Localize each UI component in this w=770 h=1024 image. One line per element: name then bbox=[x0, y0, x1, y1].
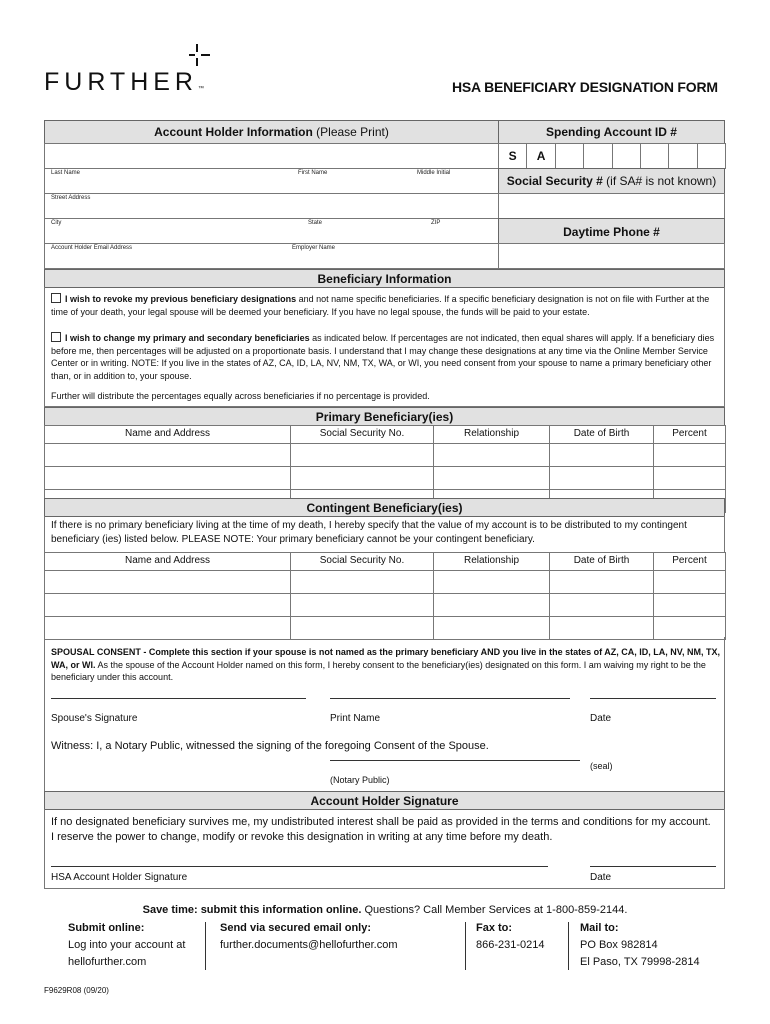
column-header: Percent bbox=[653, 552, 726, 571]
further-logo bbox=[44, 68, 204, 97]
table-cell[interactable] bbox=[653, 593, 726, 617]
hsa-date-label: Date bbox=[590, 872, 612, 883]
footer-divider-2 bbox=[465, 922, 466, 970]
table-cell[interactable] bbox=[549, 443, 654, 467]
save-time-banner bbox=[0, 904, 770, 916]
change-option bbox=[51, 332, 721, 382]
account-id-box[interactable] bbox=[583, 143, 612, 169]
table-cell[interactable] bbox=[433, 570, 550, 594]
submit-online-title: Submit online: bbox=[68, 922, 145, 934]
hsa-date-line[interactable] bbox=[590, 866, 716, 867]
logo-trademark: ™ bbox=[197, 86, 204, 92]
column-header: Relationship bbox=[433, 552, 550, 571]
mail-block bbox=[580, 920, 730, 971]
save-time-text: Questions? Call Member Services at 1-800-859-2144. bbox=[361, 904, 628, 916]
street-address-label: Street Address bbox=[51, 195, 91, 201]
revoke-checkbox[interactable] bbox=[51, 293, 61, 303]
fax-block bbox=[476, 920, 566, 954]
account-id-box[interactable]: A bbox=[526, 143, 555, 169]
spousal-consent-bold: SPOUSAL CONSENT - Complete this section if your spouse is not named as the primary beneficiary AND you live in the states of AZ, CA, ID, LA, NV, NM, TX, WA, or WI. bbox=[51, 647, 720, 670]
middle-initial-label: Middle Initial bbox=[417, 170, 451, 176]
column-header: Social Security No. bbox=[290, 425, 434, 444]
table-cell[interactable] bbox=[290, 570, 434, 594]
signature-text-line2: I reserve the power to change, modify or revoke this designation in writing at any time before my death. bbox=[51, 830, 553, 843]
table-cell[interactable] bbox=[433, 443, 550, 467]
table-cell[interactable] bbox=[44, 570, 291, 594]
table-cell[interactable] bbox=[653, 443, 726, 467]
account-id-box[interactable] bbox=[640, 143, 669, 169]
column-header: Name and Address bbox=[44, 552, 291, 571]
submit-online-link[interactable]: hellofurther.com bbox=[68, 956, 147, 968]
column-header: Percent bbox=[653, 425, 726, 444]
revoke-option bbox=[51, 293, 721, 318]
spouse-signature-label: Spouse's Signature bbox=[51, 713, 138, 724]
table-cell[interactable] bbox=[44, 466, 291, 490]
column-header: Date of Birth bbox=[549, 425, 654, 444]
first-name-label: First Name bbox=[298, 170, 328, 176]
zip-label: ZIP bbox=[431, 220, 441, 226]
fax-number: 866-231-0214 bbox=[476, 939, 545, 951]
submit-online-block bbox=[68, 920, 208, 971]
column-header: Date of Birth bbox=[549, 552, 654, 571]
spending-account-id-boxes[interactable] bbox=[498, 143, 725, 169]
account-holder-subtitle: (Please Print) bbox=[312, 125, 389, 139]
ssn-header bbox=[498, 168, 725, 194]
employer-label: Employer Name bbox=[292, 245, 336, 251]
mail-line2: El Paso, TX 79998-2814 bbox=[580, 956, 700, 968]
fax-title: Fax to: bbox=[476, 922, 513, 934]
primary-header: Primary Beneficiary(ies) bbox=[44, 407, 725, 426]
table-cell[interactable] bbox=[433, 466, 550, 490]
column-header: Relationship bbox=[433, 425, 550, 444]
footer-divider-3 bbox=[568, 922, 569, 970]
revoke-label: I wish to revoke my previous beneficiary designations bbox=[65, 294, 297, 304]
table-cell[interactable] bbox=[549, 570, 654, 594]
ssn-subtitle: (if SA# is not known) bbox=[602, 174, 717, 188]
email-address[interactable]: further.documents@hellofurther.com bbox=[220, 939, 398, 951]
column-header: Social Security No. bbox=[290, 552, 434, 571]
form-code: F9629R08 (09/20) bbox=[44, 986, 109, 995]
account-holder-title: Account Holder Information bbox=[154, 125, 313, 139]
distribute-note: Further will distribute the percentages equally across beneficiaries if no percentage is provided. bbox=[51, 391, 430, 401]
signature-text-line1: If no designated beneficiary survives me, my undistributed interest shall be paid as provided in the terms and conditions for my account. bbox=[51, 816, 711, 828]
account-id-box[interactable] bbox=[668, 143, 697, 169]
account-id-box[interactable] bbox=[612, 143, 641, 169]
hsa-signature-label: HSA Account Holder Signature bbox=[51, 872, 188, 883]
change-text: as indicated below. If percentages are not indicated, then equal shares will apply. If a beneficiary dies before me, then percentages will be adjusted on a proportionate basis. I understand that I may change these designations at any time via the Online Member Service Center or in writing. NOTE: If you live in the states of AZ, CA, ID, LA, NV, NM, TX, WA, or WI, you need consent from your spouse to name a primary beneficiary other than, or in addition to, your spouse. bbox=[51, 333, 715, 381]
account-id-box[interactable] bbox=[555, 143, 584, 169]
table-cell[interactable] bbox=[290, 466, 434, 490]
phone-header: Daytime Phone # bbox=[498, 218, 725, 244]
email-block bbox=[220, 920, 460, 954]
print-name-label: Print Name bbox=[330, 713, 381, 724]
witness-statement: Witness: I, a Notary Public, witnessed the signing of the foregoing Consent of the Spouse. bbox=[51, 740, 489, 752]
spending-account-header: Spending Account ID # bbox=[498, 120, 725, 144]
spouse-signature-line[interactable] bbox=[51, 698, 306, 699]
table-cell[interactable] bbox=[549, 593, 654, 617]
table-cell[interactable] bbox=[653, 570, 726, 594]
revoke-text: and not name specific beneficiaries. If a specific beneficiary designation is not on file with Further at the time of your death, your legal spouse will be deemed your beneficiary. If you have no legal spouse, the funds will be paid to your estate. bbox=[51, 294, 710, 317]
state-label: State bbox=[308, 220, 323, 226]
beneficiary-info-header: Beneficiary Information bbox=[44, 269, 725, 288]
logo-text: FURTHER bbox=[44, 68, 198, 96]
form-title: HSA BENEFICIARY DESIGNATION FORM bbox=[452, 79, 718, 95]
spouse-date-label: Date bbox=[590, 713, 612, 724]
notary-line[interactable] bbox=[330, 760, 580, 761]
ssn-title: Social Security # bbox=[506, 174, 603, 188]
spousal-consent-body: As the spouse of the Account Holder named on this form, I hereby consent to the beneficiary(ies) designated on this form. I am waiving my right to be the beneficiary under this account. bbox=[51, 659, 706, 682]
ssn-field[interactable] bbox=[498, 193, 725, 219]
submit-online-line1: Log into your account at bbox=[68, 939, 186, 951]
table-cell[interactable] bbox=[44, 443, 291, 467]
table-cell[interactable] bbox=[433, 593, 550, 617]
mail-line1: PO Box 982814 bbox=[580, 939, 658, 951]
table-cell[interactable] bbox=[290, 593, 434, 617]
hsa-signature-line[interactable] bbox=[51, 866, 548, 867]
phone-field[interactable] bbox=[498, 243, 725, 269]
print-name-line[interactable] bbox=[330, 698, 570, 699]
further-spark-icon bbox=[189, 44, 213, 78]
account-holder-header bbox=[44, 120, 499, 144]
signature-text bbox=[51, 815, 721, 844]
change-checkbox[interactable] bbox=[51, 332, 61, 342]
email-title: Send via secured email only: bbox=[220, 922, 372, 934]
notary-label: (Notary Public) bbox=[330, 775, 390, 785]
contingent-header: Contingent Beneficiary(ies) bbox=[44, 498, 725, 517]
account-id-box[interactable] bbox=[697, 143, 726, 169]
table-cell[interactable] bbox=[290, 443, 434, 467]
seal-label: (seal) bbox=[590, 761, 613, 771]
footer-divider-1 bbox=[205, 922, 206, 970]
change-label: I wish to change my primary and secondary beneficiaries bbox=[65, 333, 310, 343]
city-label: City bbox=[51, 220, 62, 226]
account-holder-signature-header: Account Holder Signature bbox=[44, 791, 725, 810]
table-cell[interactable] bbox=[549, 466, 654, 490]
save-time-bold: Save time: submit this information online. bbox=[142, 904, 362, 916]
last-name-label: Last Name bbox=[51, 170, 81, 176]
street-address-field[interactable] bbox=[44, 193, 499, 219]
table-cell[interactable] bbox=[44, 593, 291, 617]
spouse-date-line[interactable] bbox=[590, 698, 716, 699]
contingent-intro: If there is no primary beneficiary living at the time of my death, I hereby specify that the value of my account is to be distributed to my contingent beneficiary (ies) listed below. PLEASE NOTE: Your primary beneficiary cannot be your contingent beneficiary. bbox=[51, 520, 687, 545]
table-cell[interactable] bbox=[653, 466, 726, 490]
name-row-top[interactable] bbox=[44, 143, 499, 169]
column-header: Name and Address bbox=[44, 425, 291, 444]
spousal-consent-text bbox=[51, 646, 723, 684]
account-id-box[interactable]: S bbox=[498, 143, 527, 169]
email-label: Account Holder Email Address bbox=[51, 245, 133, 251]
mail-title: Mail to: bbox=[580, 922, 619, 934]
